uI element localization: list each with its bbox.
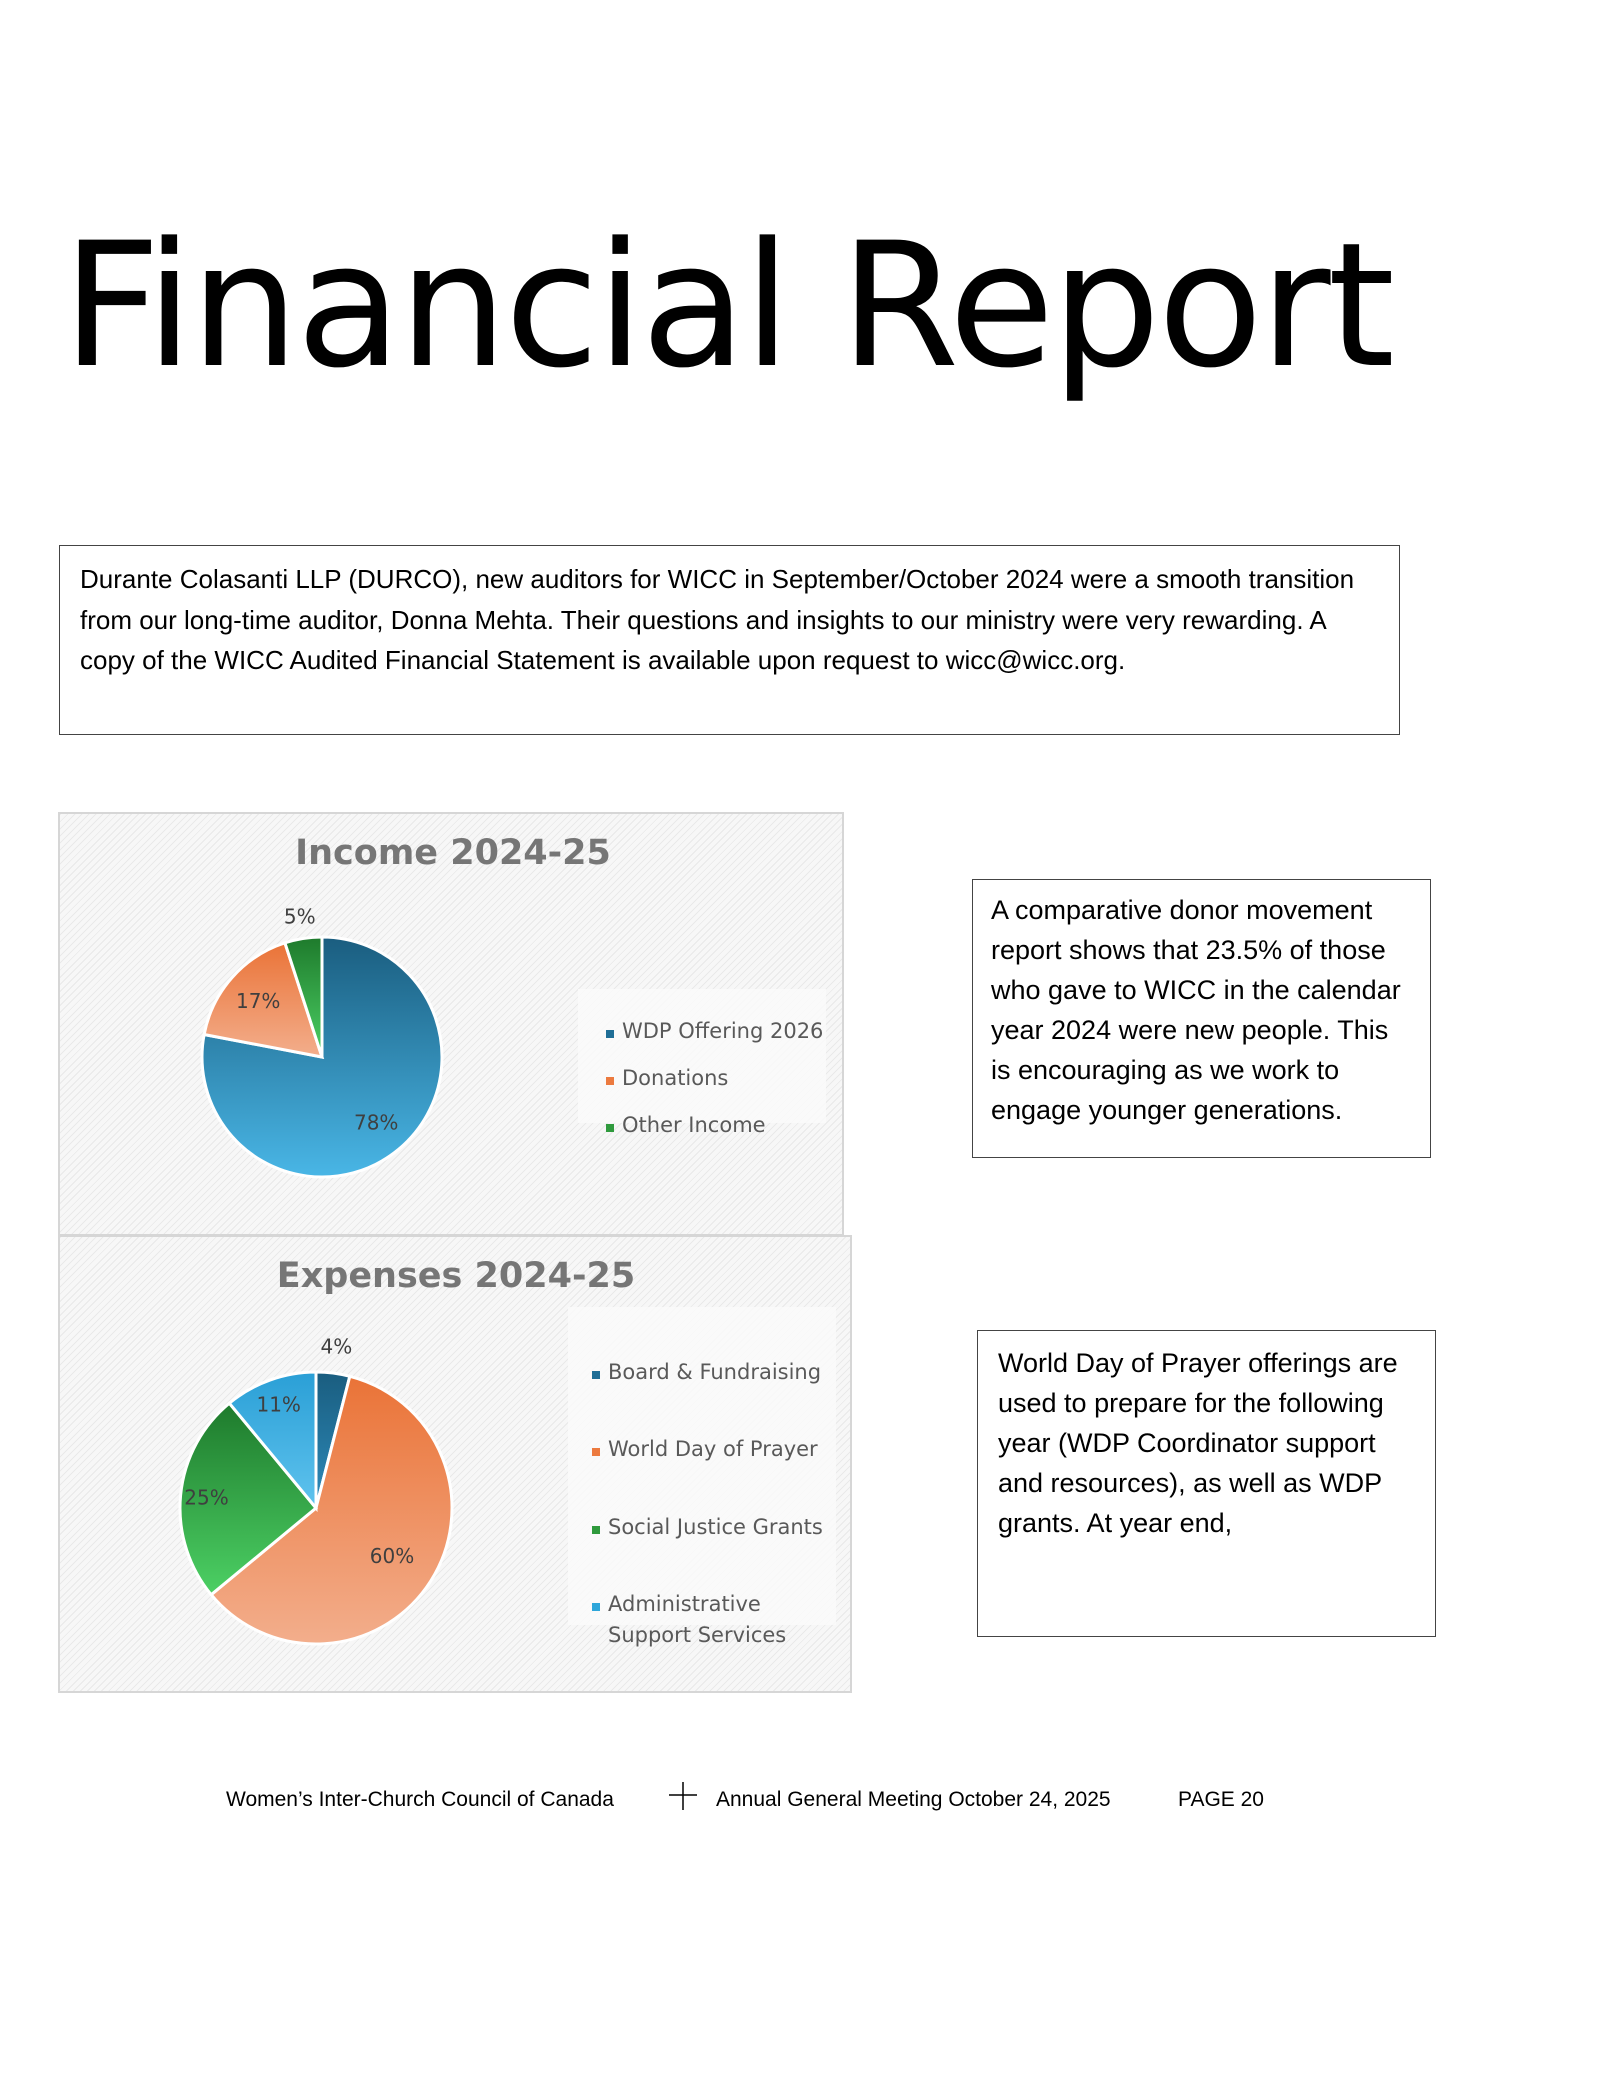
- income-label-wdp-offering-2026: 78%: [353, 1110, 399, 1135]
- income-label-donations: 17%: [235, 988, 281, 1013]
- expenses-chart-panel: [58, 1235, 852, 1693]
- income-legend-swatch-other-income: [606, 1124, 614, 1132]
- footer-page-number: PAGE 20: [1178, 1788, 1264, 1811]
- income-legend-swatch-donations: [606, 1077, 614, 1085]
- expenses-label-world-day-of-prayer: 60%: [369, 1544, 415, 1569]
- expenses-legend-label-world-day-of-prayer: World Day of Prayer: [608, 1437, 818, 1461]
- income-legend: [578, 989, 826, 1123]
- income-legend-swatch-wdp-offering-2026: [606, 1030, 614, 1038]
- footer-meeting: Annual General Meeting October 24, 2025: [716, 1788, 1111, 1811]
- expenses-label-board-fundraising: 4%: [320, 1334, 353, 1359]
- wdp-note-box: World Day of Prayer offerings are used to prepare for the following year (WDP Coordinator support and resources), as well as WDP grants. At year end,: [977, 1330, 1436, 1637]
- cross-icon: [667, 1780, 699, 1812]
- income-legend-label-other-income: Other Income: [622, 1113, 766, 1137]
- expenses-legend: [568, 1307, 836, 1625]
- auditor-note-box: Durante Colasanti LLP (DURCO), new auditors for WICC in September/October 2024 were a smooth transition from our long-time auditor, Donna Mehta. Their questions and insights to our ministry were very rewarding. A copy of the WICC Audited Financial Statement is available upon request to wicc@wicc.org.: [59, 545, 1400, 735]
- expenses-chart: [60, 1237, 854, 1695]
- income-legend-label-donations: Donations: [622, 1066, 729, 1090]
- income-chart-title: Income 2024-25: [295, 833, 611, 873]
- expenses-label-administrative-support-services: 11%: [256, 1392, 301, 1417]
- expenses-legend-label-administrative-support-services: Administrative Support Services: [608, 1592, 787, 1647]
- expenses-chart-title: Expenses 2024-25: [276, 1256, 636, 1296]
- expenses-legend-swatch-social-justice-grants: [592, 1526, 600, 1534]
- income-label-other-income: 5%: [283, 904, 316, 929]
- income-legend-label-wdp-offering-2026: WDP Offering 2026: [622, 1019, 824, 1043]
- income-chart: [60, 814, 846, 1238]
- expenses-legend-swatch-administrative-support-services: [592, 1603, 600, 1611]
- expenses-label-social-justice-grants: 25%: [184, 1485, 229, 1510]
- donor-note-box: A comparative donor movement report shows that 23.5% of those who gave to WICC in the calendar year 2024 were new people. This is encouraging as we work to engage younger generations.: [972, 879, 1431, 1158]
- income-chart-panel: [58, 812, 844, 1236]
- expenses-legend-swatch-world-day-of-prayer: [592, 1448, 600, 1456]
- expenses-legend-swatch-board-fundraising: [592, 1371, 600, 1379]
- expenses-legend-label-social-justice-grants: Social Justice Grants: [608, 1515, 823, 1539]
- footer-org: Women’s Inter-Church Council of Canada: [226, 1788, 614, 1811]
- page-title: Financial Report: [62, 205, 1393, 406]
- expenses-legend-label-board-fundraising: Board & Fundraising: [608, 1360, 822, 1384]
